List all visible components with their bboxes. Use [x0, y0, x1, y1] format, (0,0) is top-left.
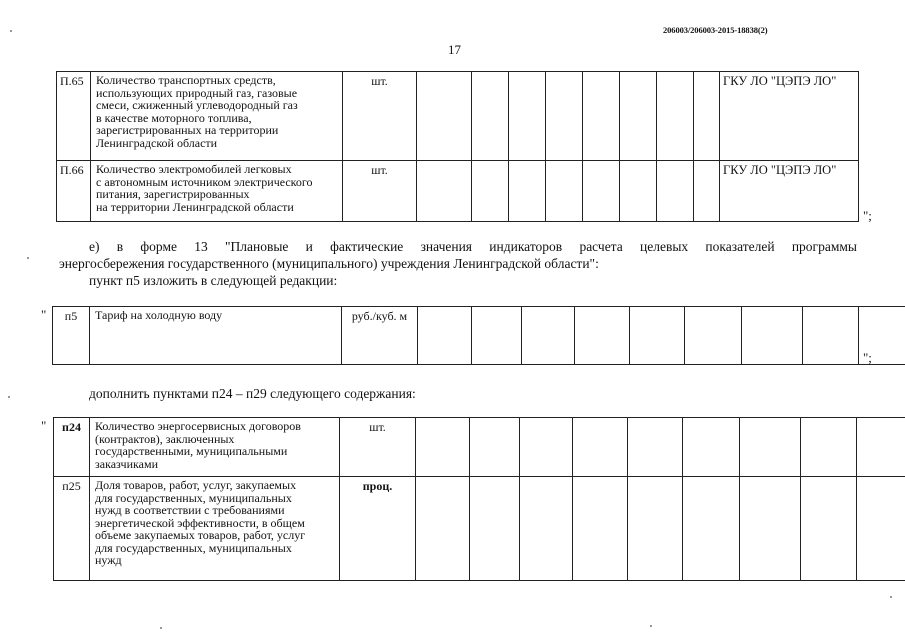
scan-speck	[8, 396, 10, 398]
desc-line: нужд	[95, 553, 122, 567]
table-row	[57, 161, 859, 222]
scan-speck	[890, 596, 892, 598]
table-row	[54, 477, 905, 581]
scan-speck	[650, 625, 652, 627]
desc-line: использующих природный газ, газовые	[96, 85, 298, 100]
desc-line: для государственных, муниципальных	[95, 540, 292, 555]
table-middle	[52, 306, 905, 365]
table-row	[57, 72, 859, 161]
scan-speck	[27, 257, 29, 259]
scan-speck	[160, 627, 162, 629]
paragraph-add: дополнить пунктами п24 – п29 следующего содержания:	[89, 386, 416, 401]
paragraph-e-line3: пункт п5 изложить в следующей редакции:	[89, 273, 338, 288]
table-row	[53, 307, 905, 365]
desc-line: энергетической эффективности, в общем	[95, 515, 305, 530]
row-organization: ГКУ ЛО "ЦЭПЭ ЛО"	[723, 74, 837, 88]
table-row	[54, 418, 905, 477]
row-unit: шт.	[369, 420, 386, 434]
row-description	[90, 418, 340, 477]
desc-line: объеме закупаемых товаров, работ, услуг	[95, 528, 306, 542]
desc-line: нужд в соответствии с требованиями	[95, 503, 285, 517]
row-description: Тариф на холодную воду	[95, 308, 223, 322]
desc-line: заказчиками	[95, 456, 158, 471]
row-unit: шт.	[371, 74, 388, 88]
scan-speck	[10, 30, 12, 32]
desc-line: зарегистрированных на территории	[96, 123, 279, 137]
desc-line: Доля товаров, работ, услуг, закупаемых	[95, 478, 297, 492]
desc-line: Количество транспортных средств,	[96, 73, 276, 87]
desc-line: для государственных, муниципальных	[95, 490, 292, 505]
row-code: П.65	[60, 74, 84, 88]
desc-line: Ленинградской области	[96, 135, 218, 150]
row-code: п24	[62, 420, 81, 434]
paragraph-e-line1: е) в форме 13 "Плановые и фактические значения индикаторов расчета целевых показателей программы	[89, 239, 857, 254]
row-code: П.66	[60, 163, 84, 177]
desc-line: с автономным источником электрического	[96, 174, 313, 189]
document-id: 206003/206003-2015-18838(2)	[663, 25, 768, 35]
row-code: п25	[62, 479, 81, 493]
desc-line: в качестве моторного топлива,	[96, 110, 252, 125]
desc-line: на территории Ленинградской области	[96, 199, 294, 214]
row-unit: руб./куб. м	[351, 309, 408, 323]
paragraph-e-line2: энергосбережения государственного (муниципального) учреждения Ленинградской области":	[59, 256, 599, 271]
closing-quote: ";	[863, 350, 872, 365]
desc-line: Количество электромобилей легковых	[96, 162, 292, 176]
opening-quote: "	[41, 307, 47, 322]
row-description	[91, 161, 343, 222]
row-unit: шт.	[371, 163, 388, 177]
desc-line: смеси, сжиженный углеводородный газ	[96, 98, 298, 112]
page-number: 17	[448, 42, 461, 57]
desc-line: (контрактов), заключенных	[95, 431, 235, 446]
table-bottom	[53, 417, 905, 581]
closing-quote: ";	[863, 208, 872, 223]
desc-line: Количество энергосервисных договоров	[95, 419, 301, 433]
desc-line: питания, зарегистрированных	[96, 187, 250, 201]
desc-line: государственными, муниципальными	[95, 444, 288, 458]
table-top	[56, 71, 859, 222]
row-code: п5	[64, 309, 78, 323]
row-description	[91, 72, 343, 161]
row-description	[90, 477, 340, 581]
row-unit: проц.	[362, 479, 393, 493]
opening-quote: "	[41, 418, 47, 433]
row-organization: ГКУ ЛО "ЦЭПЭ ЛО"	[723, 163, 837, 177]
